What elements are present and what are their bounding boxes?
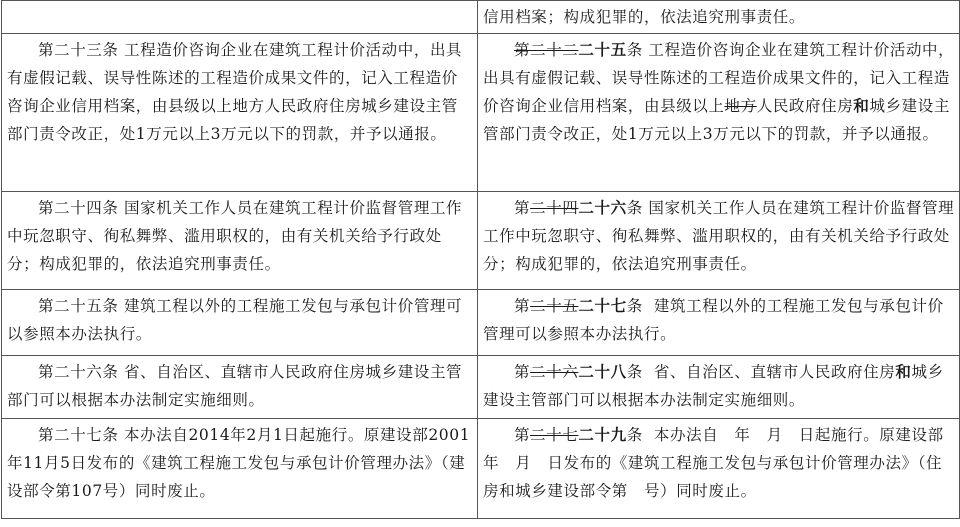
- right-cell: [478, 419, 960, 519]
- table-row: [2, 419, 960, 519]
- article-number: 第二十六条: [38, 363, 119, 381]
- article-text: 本办法自2014年2月1日起施行。原建设部2001年11月5日发布的《建筑工程施工发包与承包计价管理办法》（建设部令第107号）同时废止。: [7, 426, 471, 500]
- article-text: 本办法自 年 月 日起施行。原建设部 年 月 日发布的《建筑工程施工发包与承包计价管理办法》（住房和城乡建设部令第 号）同时废止。: [483, 426, 960, 500]
- article-text: 国家机关工作人员在建筑工程计价监督管理工作中玩忽职守、徇私舞弊、滥用职权的，由有关机关给予行政处分；构成犯罪的，依法追究刑事责任。: [483, 199, 955, 273]
- right-cell: [478, 1, 960, 34]
- inserted-text: 和: [895, 362, 912, 381]
- article-number: 第二十五条: [38, 297, 119, 315]
- inserted-article-number: 二十八: [578, 362, 627, 381]
- left-cell: [2, 356, 478, 419]
- article-text: 城乡建设主管部门责令改正，处1万元以上3万元以下的罚款，并予以通报。: [483, 97, 950, 143]
- deleted-article-number: 二十六: [530, 363, 579, 381]
- table-row: [2, 34, 960, 192]
- deleted-article-number: 二十七: [530, 426, 579, 444]
- article-text: 省、自治区、直辖市人民政府住房城乡建设主管部门可以根据本办法制定实施细则。: [7, 363, 463, 409]
- left-cell-empty: [2, 1, 478, 34]
- article-number: 第二十七条: [38, 426, 119, 444]
- article-text: 国家机关工作人员在建筑工程计价监督管理工作中玩忽职守、徇私舞弊、滥用职权的，由有关机关给予行政处分；构成犯罪的，依法追究刑事责任。: [7, 199, 463, 273]
- deleted-article-number: 二十五: [530, 297, 579, 315]
- article-text: 工程造价咨询企业在建筑工程计价活动中，出具有虚假记载、误导性陈述的工程造价成果文件的，记入工程造价咨询企业信用档案，由县级以上地方人民政府住房城乡建设主管部门责令改正，处1万元以上3万元以下的罚款，并予以通报。: [7, 41, 463, 143]
- inserted-article-number: 二十九: [578, 425, 627, 444]
- article-number: 第二十四条: [38, 199, 119, 217]
- article-text: 城乡建设主管部门可以根据本办法制定实施细则。: [483, 363, 944, 409]
- inserted-text: 和: [853, 96, 870, 115]
- article-number: 第二十三条: [38, 41, 119, 59]
- article-prefix: 第: [514, 199, 531, 217]
- inserted-article-number: 二十七: [578, 296, 627, 315]
- right-cell: [478, 356, 960, 419]
- table-row: [2, 356, 960, 419]
- deleted-text: 地方: [724, 97, 757, 115]
- article-prefix: 第: [514, 297, 531, 315]
- table-row: [2, 192, 960, 290]
- article-text: 建筑工程以外的工程施工发包与承包计价管理可以参照本办法执行。: [483, 297, 944, 343]
- article-suffix: 条: [626, 199, 643, 217]
- right-text: 信用档案；构成犯罪的，依法追究刑事责任。: [483, 8, 806, 26]
- comparison-table: [1, 0, 960, 519]
- inserted-article-number: 二十六: [578, 198, 627, 217]
- deleted-article-number: 二十四: [530, 199, 579, 217]
- article-text: 工程造价咨询企业在建筑工程计价活动中，出具有虚假记载、误导性陈述的工程造价成果文件的，记入工程造价咨询企业信用档案，由县级以上: [483, 41, 955, 115]
- left-cell: [2, 34, 478, 192]
- right-cell: [478, 290, 960, 356]
- article-suffix: 条: [626, 426, 643, 444]
- table-row: [2, 290, 960, 356]
- article-prefix: 第: [514, 426, 531, 444]
- right-cell: [478, 192, 960, 290]
- left-cell: [2, 290, 478, 356]
- left-cell: [2, 192, 478, 290]
- article-text: 省、自治区、直辖市人民政府住房: [653, 363, 896, 381]
- article-text: 建筑工程以外的工程施工发包与承包计价管理可以参照本办法执行。: [7, 297, 463, 343]
- right-cell: [478, 34, 960, 192]
- table-row: [2, 1, 960, 34]
- article-suffix: 条: [626, 363, 643, 381]
- article-prefix: 第: [514, 363, 531, 381]
- left-cell: [2, 419, 478, 519]
- article-text: 人民政府住房: [756, 97, 854, 115]
- article-suffix: 条: [626, 297, 643, 315]
- inserted-article-number: 二十五: [578, 40, 627, 59]
- article-suffix: 条: [626, 41, 643, 59]
- deleted-article-number: 第二十二: [514, 41, 579, 59]
